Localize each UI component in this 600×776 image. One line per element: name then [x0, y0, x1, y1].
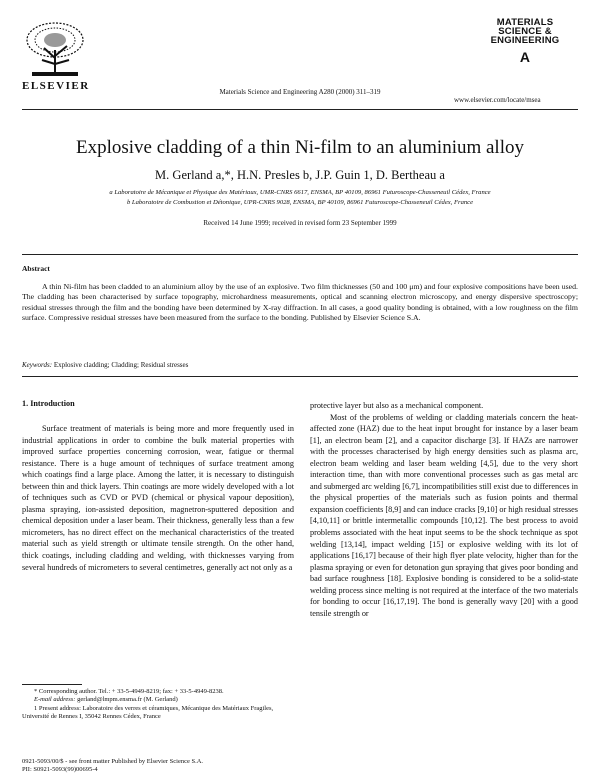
- affiliation-b: b Laboratoire de Combustion et Détonique, UPR-CNRS 9028, ENSMA, BP 40109, 86961 Futuroscope-Chasseneuil Cédex, France: [126, 199, 474, 206]
- journal-url[interactable]: www.elsevier.com/locate/msea: [454, 96, 541, 104]
- footnote-rule: [22, 684, 82, 685]
- journal-logo-line-1: MATERIALS: [496, 17, 554, 28]
- right-column: [310, 400, 578, 619]
- keywords-label: Keywords:: [22, 361, 53, 369]
- header-rule: [22, 109, 578, 110]
- footnote-corresponding: * Corresponding author. Tel.: + 33-5-4949-8219; fax: + 33-5-4949-8238.: [34, 688, 224, 695]
- publisher-name: ELSEVIER: [22, 80, 90, 92]
- journal-logo: [470, 18, 580, 80]
- journal-logo-line-2: SCIENCE &: [498, 26, 552, 37]
- email-address[interactable]: gerland@lmpm.ensma.fr (M. Gerland): [77, 696, 178, 704]
- section-heading: 1. Introduction: [22, 399, 75, 408]
- journal-logo-line-3: ENGINEERING: [490, 35, 560, 46]
- author-list: M. Gerland a,*, H.N. Presles b, J.P. Guin 1, D. Bertheau a: [155, 168, 445, 182]
- abstract-bottom-rule: [22, 376, 578, 377]
- journal-logo-letter: A: [519, 49, 531, 65]
- footnotes: [22, 688, 294, 722]
- abstract-top-rule: [22, 254, 578, 255]
- intro-continuation: protective layer but also as a mechanical component.: [310, 401, 484, 410]
- pii-line: PII: S0921-5093(99)00695-4: [22, 766, 98, 774]
- email-label: E-mail address:: [34, 696, 76, 704]
- abstract-text: A thin Ni-film has been cladded to an aluminium alloy by the use of an explosive. Two film thicknesses (50 and 100 μm) and four explosive compositions have been used. The cladding has been characterised by surface topography, microhardness measurements, optical and scanning electron microscopy, and energy dispersive spectroscopy; residual stresses through the film and the bonding have been determined by X-ray diffraction. In all cases, a good quality bonding is obtained, with a low roughness on the film surface. Compressive residual stresses have been measured from the surface to the bonding. Published by Elsevier Science S.A.: [22, 282, 578, 323]
- copyright-block: [22, 758, 203, 775]
- keywords-line: [22, 361, 188, 369]
- keywords-values: Explosive cladding; Cladding; Residual stresses: [53, 361, 189, 369]
- received-dates: Received 14 June 1999; received in revised form 23 September 1999: [203, 219, 397, 227]
- footnote-present-address: 1 Present address: Laboratoire des verres et céramiques, Mécanique des Matériaux Fragiles, Université de Rennes I, 35042 Rennes Cédex, France: [22, 704, 274, 721]
- journal-reference: Materials Science and Engineering A280 (2000) 311–319: [219, 88, 381, 96]
- intro-paragraph-right: Most of the problems of welding or cladding materials concern the heat-affected zone (HAZ) due to the heat input brought for instance by a laser beam [1], an electron beam [2], and a capacitor discharge [3]. If HAZs are narrower with the processes characterised by high energy densities such as plasma arc, electron beam welding and laser beam welding [4,5], due to the very short interaction time, than with more conventional processes such as gas metal arc and submerged arc welding [6,7], incompatibilities still exist due to differences in the physical properties of the materials such as fusion points and thermal expansion coefficients [8,9] and can induce cracks [9,10] or high residual stresses [4,10,11] or brittle intermetallic compounds [10,12]. The best process to avoid problems associated with the heat input seems to be the shock technique as spot welding [13,14], impact welding [15] or explosive welding with its lot of applications [16,17] because of their high flyer plate velocity, higher than for the plasma spraying or even for detonation gun spraying that gives poor bonding and bad surface roughness [18]. Explosive bonding is considered to be a solid-state welding process since melting is not required at the interface of the two materials for bonding to occur [16,17,19]. The bond is generally wavy [20] with a good tensile strength or: [310, 412, 578, 618]
- copyright-line: 0921-5093/00/$ - see front matter Published by Elsevier Science S.A.: [22, 758, 204, 765]
- affiliation-a: a Laboratoire de Mécanique et Physique des Matériaux, UMR-CNRS 6617, ENSMA, BP 40109, 86961 Futuroscope-Chasseneuil Cédex, France: [109, 189, 491, 196]
- footnote-email: [22, 696, 294, 704]
- abstract-heading: Abstract: [22, 264, 50, 273]
- article-title: Explosive cladding of a thin Ni-film to an aluminium alloy: [75, 137, 524, 158]
- intro-paragraph-left: Surface treatment of materials is being more and more frequently used in industrial applications in order to combine the bulk material properties with improved surface properties concerning corrosion, wear, fatigue or thermal resistance. There is a huge amount of techniques of surface treatment among which coatings find a large place. Among the latter, it is necessary to distinguish between thin and thick layers. Thin coatings are more widely developed with a lot of techniques such as CVD or PVD (chemical or physical vapour deposition), plasma spraying, ion-assisted deposition, magnetron-sputtered deposition and chemical deposition under a laser beam. Their thickness, generally less than a few micrometers, has no direct effect on the mechanical characteristics of the treated material such as yield strength or ultimate tensile strength. On the other hand, thick coatings, including cladding and welding, with thicknesses varying from several hundreds of micrometers to several centimetres, generally act not only as a: [22, 424, 294, 572]
